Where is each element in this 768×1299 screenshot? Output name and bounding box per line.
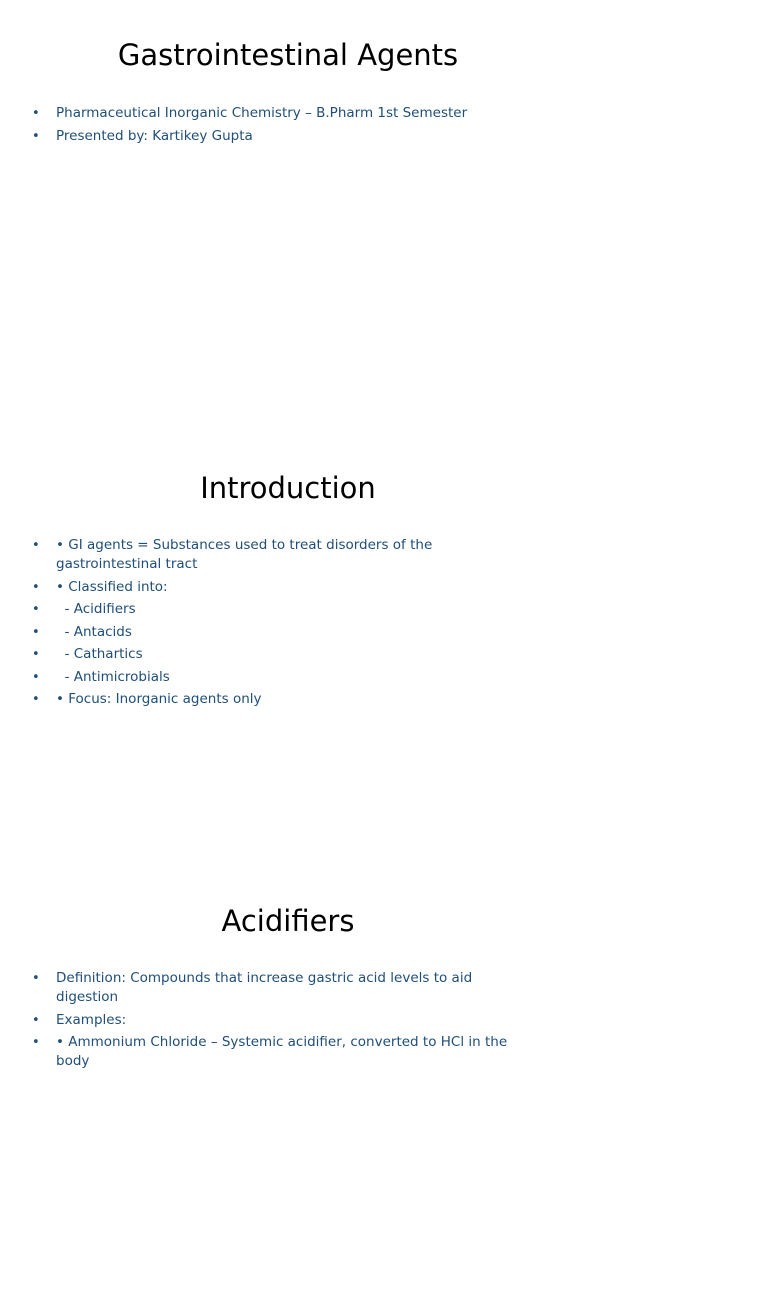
list-item — [32, 690, 532, 709]
bullet-dot-icon: • — [32, 538, 40, 553]
slide-title: Acidifiers — [221, 904, 355, 938]
bullet-dot-icon: • — [32, 669, 40, 685]
bullet-dot-icon: • — [32, 1012, 40, 1028]
list-item — [32, 600, 532, 619]
list-item — [32, 645, 532, 664]
list-item-text: Examples: — [56, 1011, 127, 1028]
bullet-dot-icon: • — [32, 128, 40, 144]
list-item-text: • Classified into: — [56, 578, 168, 595]
bullet-dot-icon: • — [32, 647, 40, 662]
bullet-list — [32, 104, 532, 149]
list-item-text: • Ammonium Chloride – Systemic acidifier, converted to HCl in the body — [56, 1034, 508, 1069]
list-item — [32, 104, 532, 123]
list-item — [32, 1033, 532, 1071]
list-item — [32, 668, 532, 687]
slide-title: Gastrointestinal Agents — [117, 38, 459, 72]
slide-gastrointestinal-agents — [0, 0, 768, 433]
slide-introduction — [0, 433, 768, 866]
list-item-text: - Antacids — [56, 623, 132, 640]
list-item-text: Presented by: Kartikey Gupta — [56, 127, 253, 144]
bullet-list — [32, 536, 532, 713]
bullet-list — [32, 969, 532, 1075]
list-item-text: • GI agents = Substances used to treat disorders of the gastrointestinal tract — [56, 537, 433, 572]
list-item — [32, 578, 532, 597]
slide-title: Introduction — [200, 471, 376, 505]
list-item — [32, 1011, 532, 1030]
list-item-text: Definition: Compounds that increase gastric acid levels to aid digestion — [56, 970, 473, 1005]
bullet-dot-icon: • — [32, 624, 40, 640]
bullet-dot-icon: • — [32, 971, 40, 986]
bullet-dot-icon: • — [32, 579, 40, 595]
bullet-dot-icon: • — [32, 692, 40, 707]
bullet-dot-icon: • — [32, 1035, 40, 1050]
list-item — [32, 969, 532, 1007]
bullet-dot-icon: • — [32, 602, 40, 617]
list-item — [32, 623, 532, 642]
list-item-text: - Cathartics — [56, 646, 143, 662]
slide-acidifiers — [0, 866, 768, 1299]
list-item — [32, 127, 532, 146]
list-item-text: Pharmaceutical Inorganic Chemistry – B.Pharm 1st Semester — [56, 105, 468, 121]
list-item-text: - Acidifiers — [56, 601, 136, 617]
bullet-dot-icon: • — [32, 106, 40, 121]
list-item — [32, 536, 532, 574]
list-item-text: • Focus: Inorganic agents only — [56, 691, 262, 707]
list-item-text: - Antimicrobials — [56, 668, 170, 685]
